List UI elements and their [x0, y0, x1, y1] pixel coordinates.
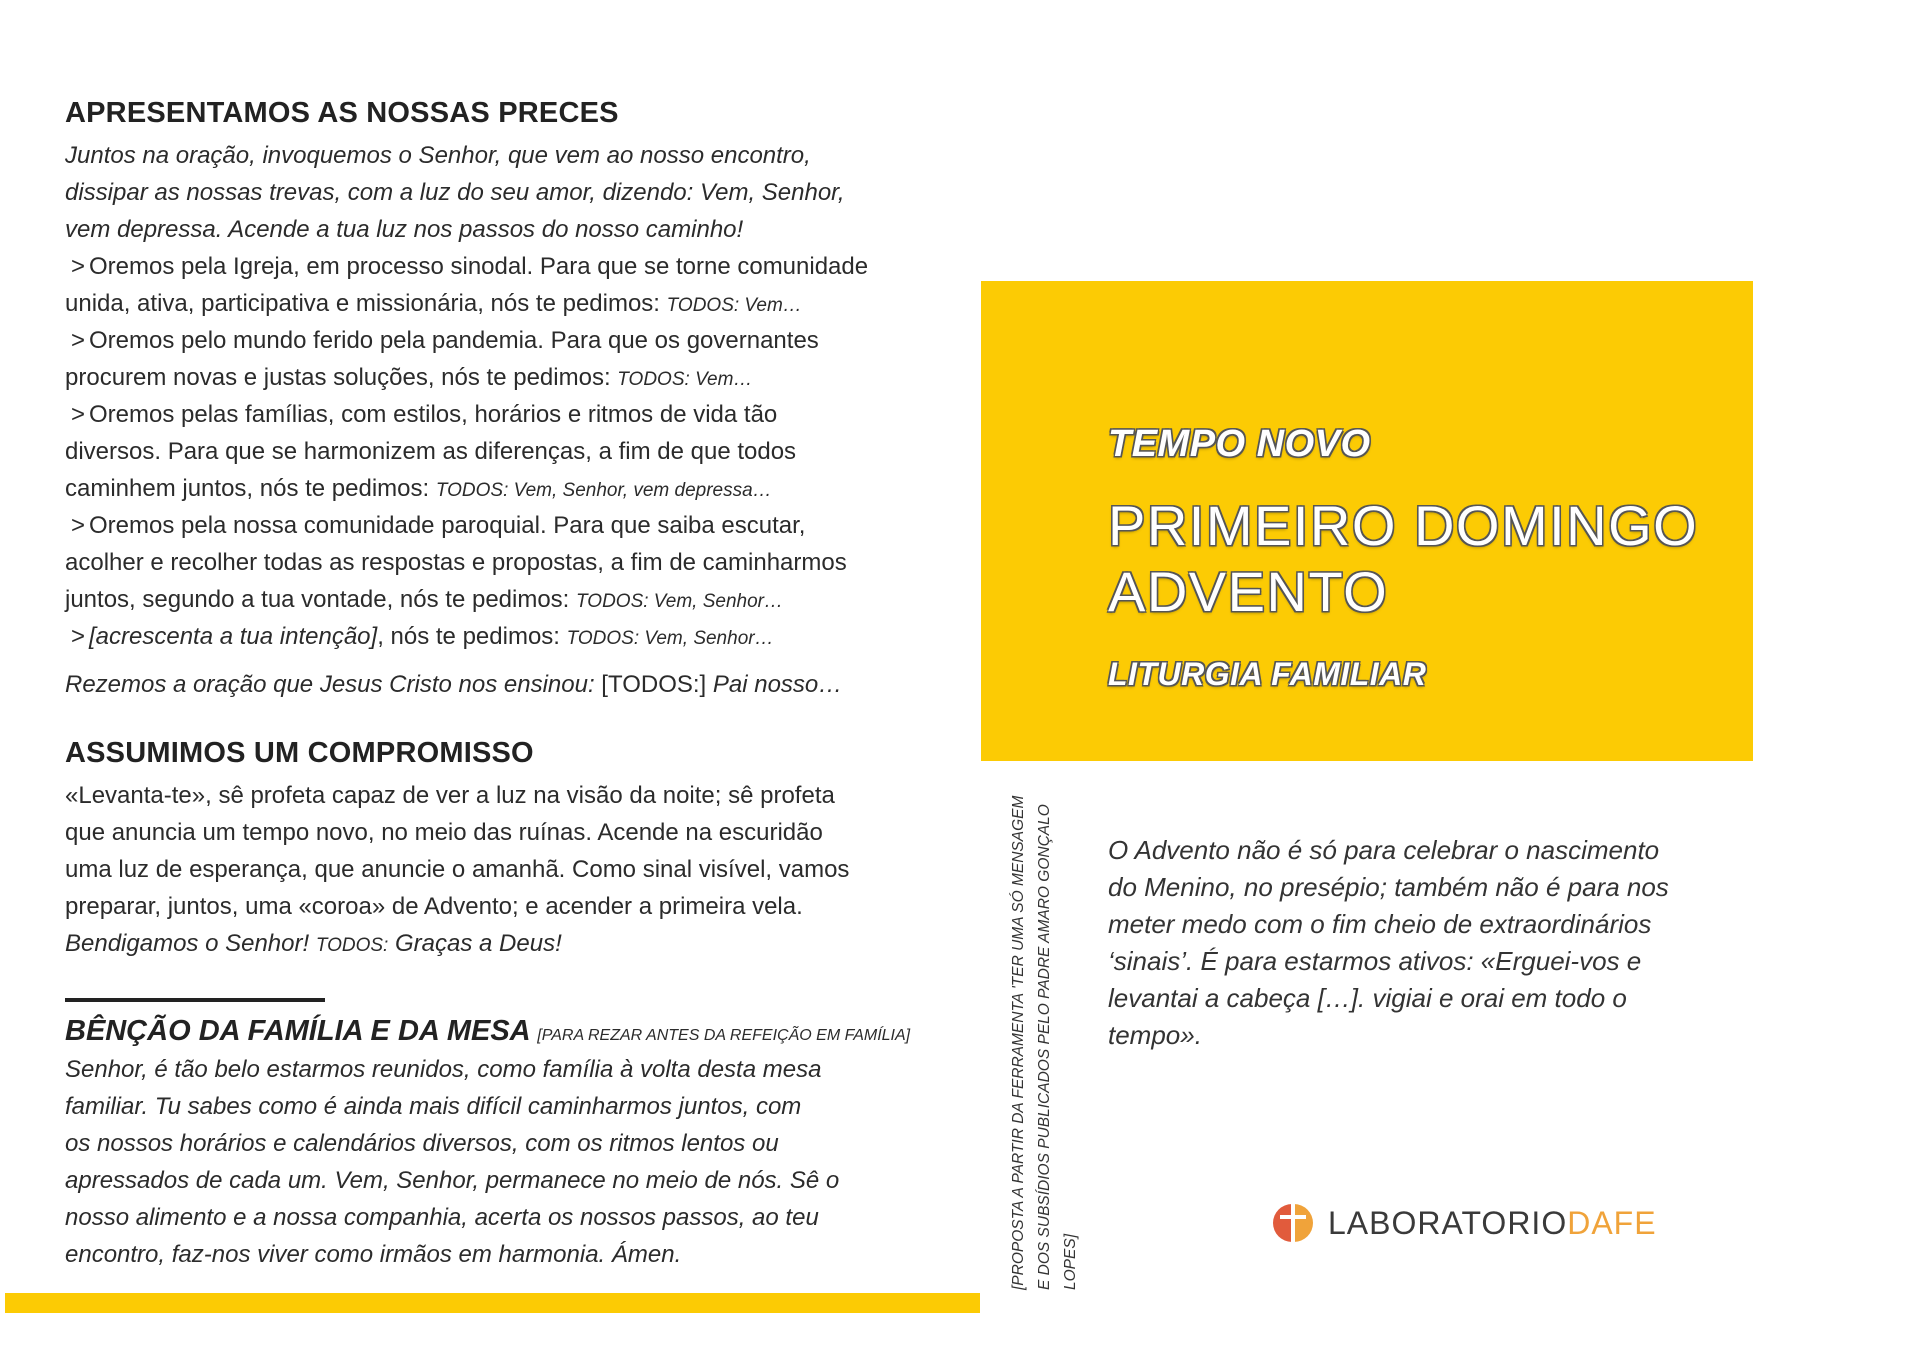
logo-wordmark: LABORATORIODAFE [1328, 1204, 1657, 1241]
cover-title: PRIMEIRO DOMINGO ADVENTO [1108, 494, 1699, 623]
response-label: TODOS: Vem… [666, 295, 802, 316]
prayer-item-line: unida, ativa, participativa e missionária, nós te pedimos: TODOS: Vem… [65, 290, 802, 317]
preces-closing: Rezemos a oração que Jesus Cristo nos ensinou: [TODOS:] Pai nosso… [65, 671, 843, 698]
cover-tempo-label: TEMPO NOVO [1108, 423, 1371, 465]
bencao-line: nosso alimento e a nossa companhia, acerta os nossos passos, ao teu [65, 1204, 819, 1231]
bencao-line: Senhor, é tão belo estarmos reunidos, como família à volta desta mesa [65, 1056, 822, 1083]
response-label: TODOS: Vem, Senhor, vem depressa… [435, 480, 772, 501]
compromisso-line: uma luz de esperança, que anuncie o amanhã. Como sinal visível, vamos [65, 856, 850, 883]
logo-mark-icon [1270, 1198, 1316, 1248]
prayer-item: > Oremos pelo mundo ferido pela pandemia. Para que os governantes [65, 327, 925, 355]
prayer-item-line: diversos. Para que se harmonizem as diferenças, a fim de que todos [65, 438, 797, 465]
chevron-bullet-icon: > [70, 401, 85, 428]
section-divider [65, 998, 325, 1002]
bencao-note: [PARA REZAR ANTES DA REFEIÇÃO EM FAMÍLIA] [537, 1027, 911, 1044]
chevron-bullet-icon: > [70, 253, 85, 280]
prayer-item-line: procurem novas e justas soluções, nós te pedimos: TODOS: Vem… [65, 364, 753, 391]
prayer-item-line: juntos, segundo a tua vontade, nós te pedimos: TODOS: Vem, Senhor… [65, 586, 783, 613]
bencao-line: encontro, faz-nos viver como irmãos em harmonia. Ámen. [65, 1241, 682, 1268]
bottom-accent-bar [5, 1293, 980, 1313]
cover-subtitle: LITURGIA FAMILIAR [1108, 656, 1427, 692]
compromisso-closing: Bendigamos o Senhor! TODOS: Graças a Deus! [65, 930, 562, 957]
response-label: TODOS: Vem, Senhor… [566, 628, 774, 649]
bencao-line: apressados de cada um. Vem, Senhor, permanece no meio de nós. Sê o [65, 1167, 840, 1194]
preces-intro-line: vem depressa. Acende a tua luz nos passos do nosso caminho! [65, 216, 744, 243]
vertical-source-note: [PROPOSTA A PARTIR DA FERRAMENTA 'TER UMA SÓ MENSAGEM E DOS SUBSÍDIOS PUBLICADOS PELO PADRE AMARO GONÇALO LOPES] [1010, 795, 1079, 1290]
intention-placeholder: [acrescenta a tua intenção] [89, 623, 378, 650]
chevron-bullet-icon: > [70, 512, 85, 539]
prayer-item-line: acolher e recolher todas as respostas e propostas, a fim de caminharmos [65, 549, 847, 576]
compromisso-line: que anuncia um tempo novo, no meio das ruínas. Acende na escuridão [65, 819, 823, 846]
prayer-item-line: caminhem juntos, nós te pedimos: TODOS: Vem, Senhor, vem depressa… [65, 475, 772, 502]
advent-quote: O Advento não é só para celebrar o nascimento do Menino, no presépio; também não é para nos meter medo com o fim cheio de extraordinários ‘sinais’. É para estarmos ativos: «Erguei-vos e levantai a cabeça […]. vigiai e orai em todo o tempo». [1108, 835, 1669, 1050]
chevron-bullet-icon: > [70, 327, 85, 354]
compromisso-line: «Levanta-te», sê profeta capaz de ver a luz na visão da noite; sê profeta [65, 782, 835, 809]
prayer-item: > Oremos pela Igreja, em processo sinodal. Para que se torne comunidade [65, 253, 925, 281]
bencao-line: os nossos horários e calendários diversos, com os ritmos lentos ou [65, 1130, 779, 1157]
preces-heading: APRESENTAMOS AS NOSSAS PRECES [65, 97, 619, 129]
bencao-line: familiar. Tu sabes como é ainda mais difícil caminharmos juntos, com [65, 1093, 802, 1120]
chevron-bullet-icon: > [70, 623, 85, 650]
preces-intro-line: dissipar as nossas trevas, com a luz do seu amor, dizendo: Vem, Senhor, [65, 179, 845, 206]
prayer-item: > Oremos pelas famílias, com estilos, horários e ritmos de vida tão [65, 401, 925, 429]
response-label: TODOS: Vem, Senhor… [576, 591, 783, 612]
compromisso-heading: ASSUMIMOS UM COMPROMISSO [65, 737, 534, 769]
bencao-heading: BÊNÇÃO DA FAMÍLIA E DA MESA [PARA REZAR ANTES DA REFEIÇÃO EM FAMÍLIA] [65, 1015, 911, 1047]
prayer-item: > Oremos pela nossa comunidade paroquial. Para que saiba escutar, [65, 512, 925, 540]
response-label: TODOS: Vem… [617, 369, 753, 390]
preces-intro-line: Juntos na oração, invoquemos o Senhor, que vem ao nosso encontro, [65, 142, 811, 169]
compromisso-line: preparar, juntos, uma «coroa» de Advento; e acender a primeira vela. [65, 893, 803, 920]
brand-logo [1270, 1198, 1657, 1248]
prayer-item: > [acrescenta a tua intenção], nós te pedimos: TODOS: Vem, Senhor… [65, 623, 925, 651]
